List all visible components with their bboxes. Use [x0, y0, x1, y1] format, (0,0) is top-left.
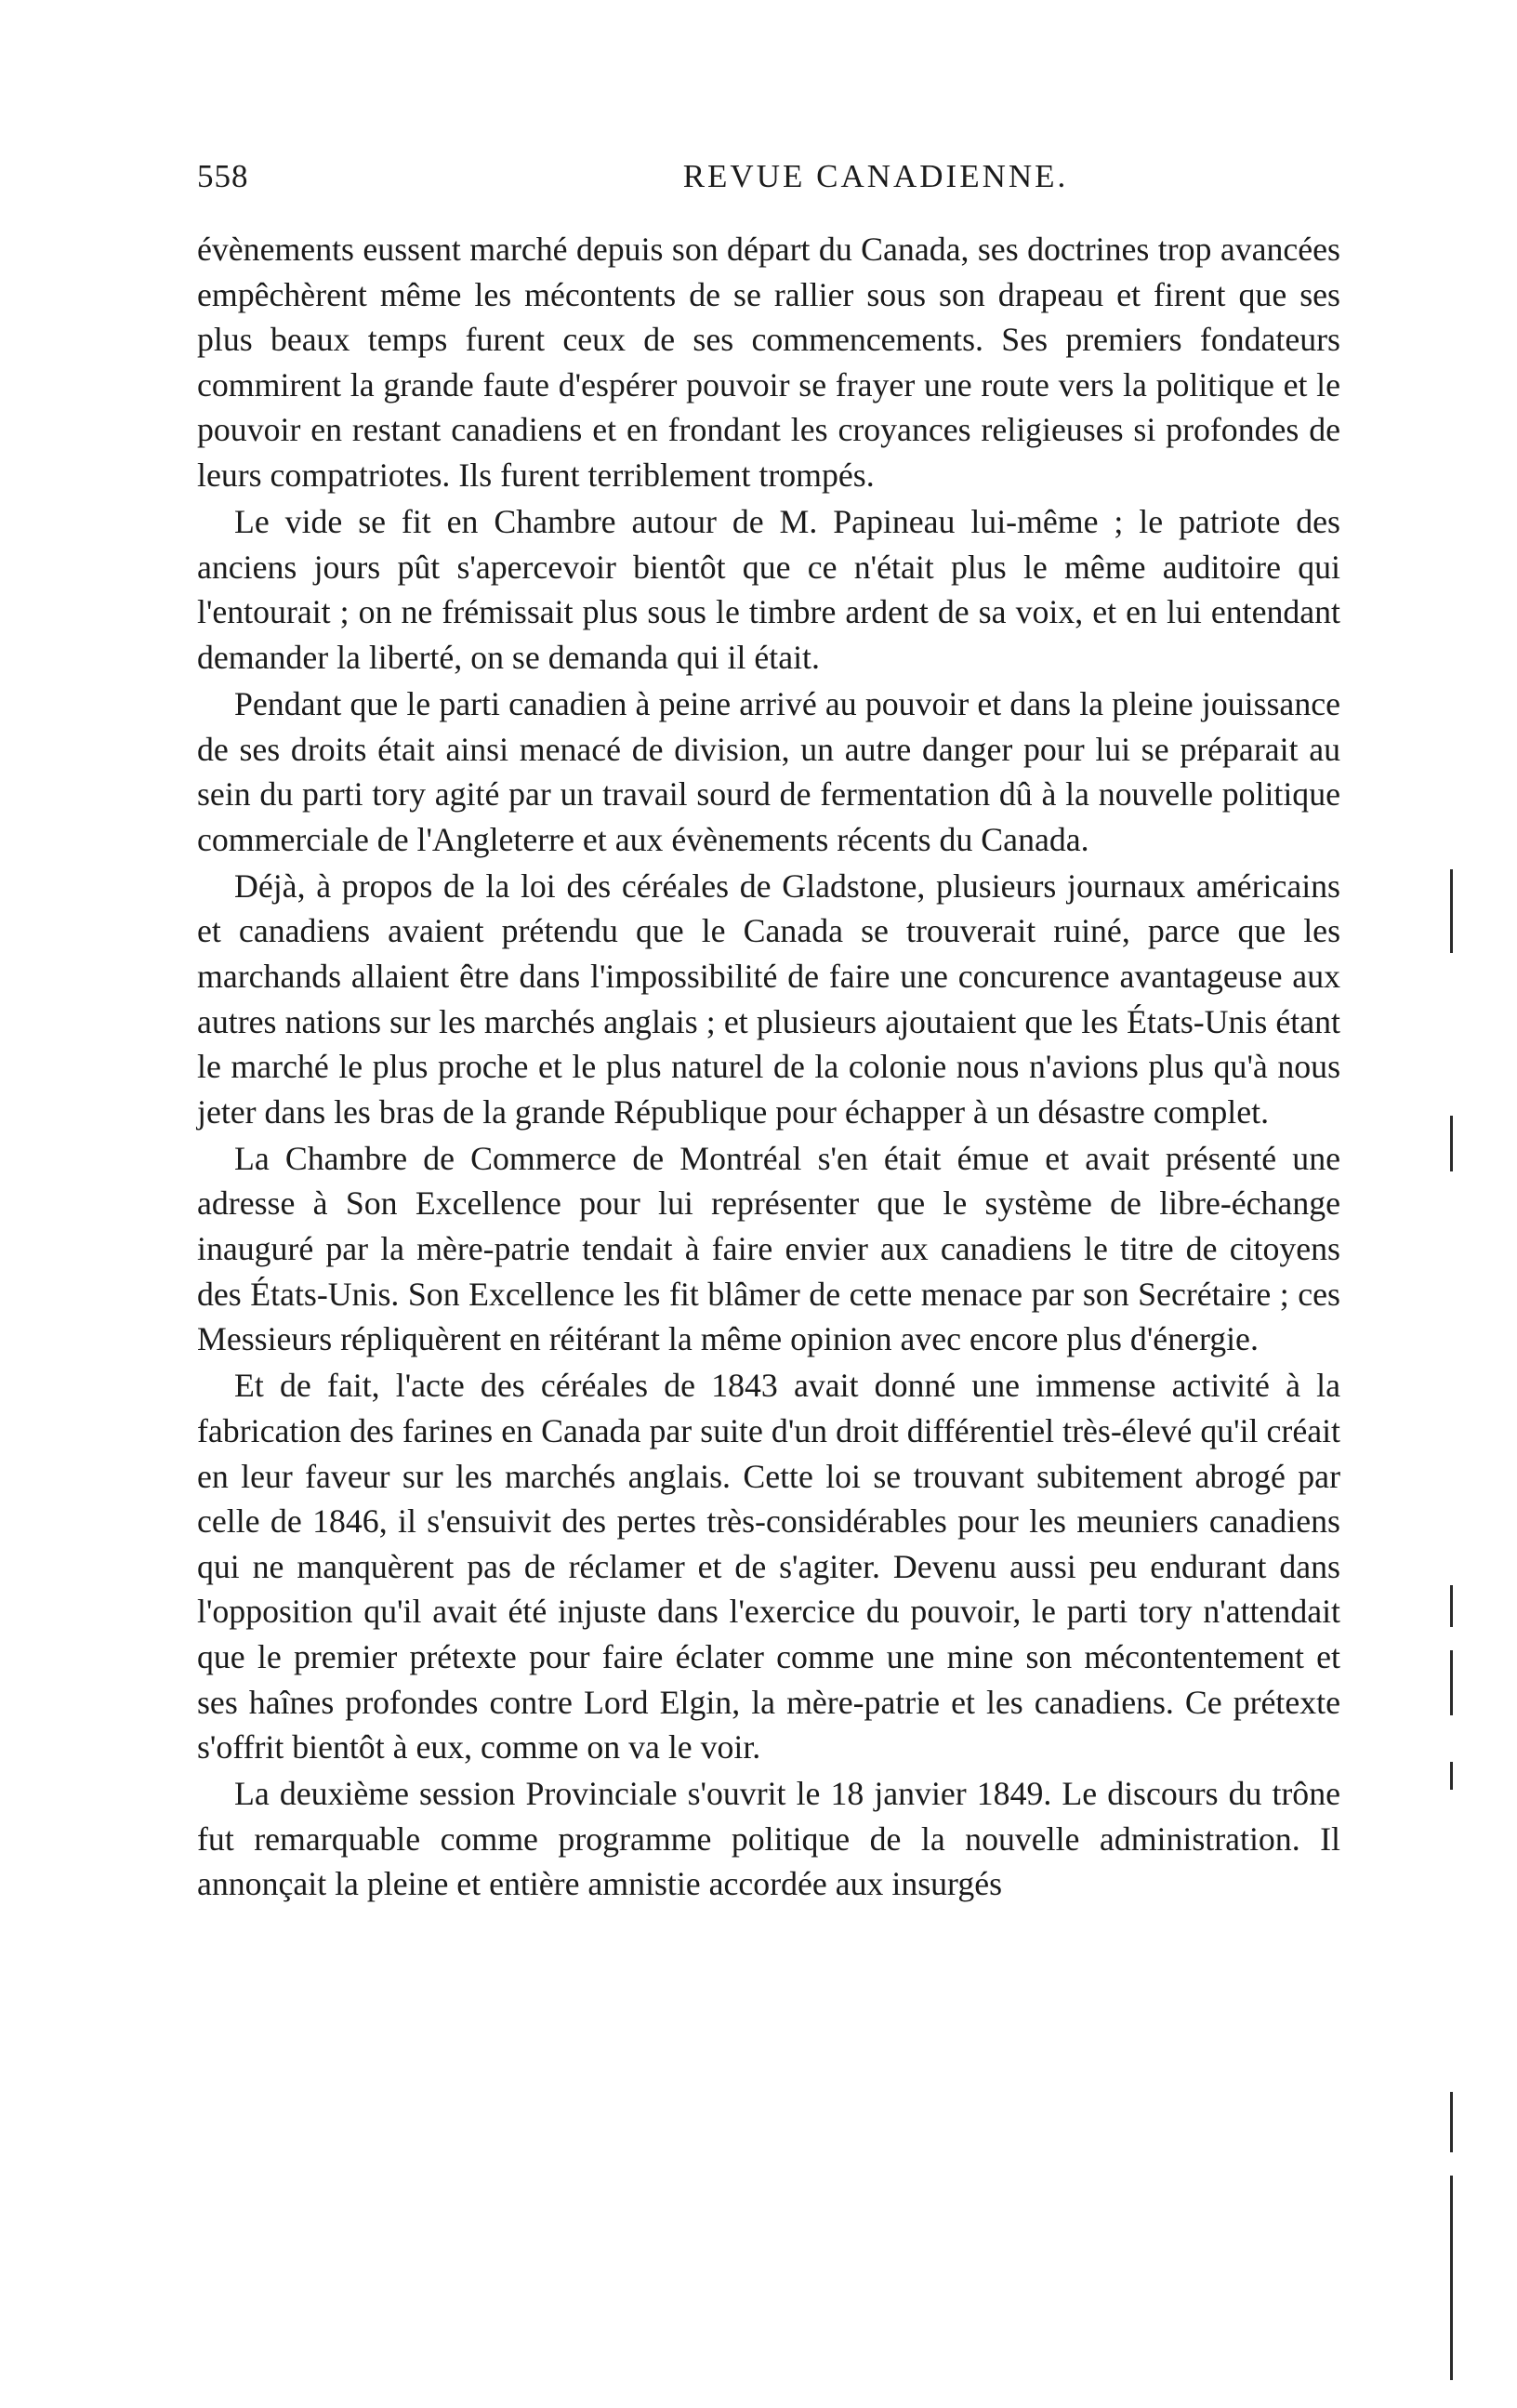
paragraph: La Chambre de Commerce de Montréal s'en était émue et avait présenté une adresse à Son Excellence pour lui représenter que le système de libre-échange inauguré par la mère-patrie tendait à faire envier aux canadiens le titre de citoyens des États-Unis. Son Excellence les fit blâmer de cette menace par son Secrétaire ; ces Messieurs répliquèrent en réitérant la même opinion avec encore plus d'énergie. [197, 1139, 1340, 1358]
page-number: 558 [197, 158, 249, 194]
paragraph: La deuxième session Provinciale s'ouvrit le 18 janvier 1849. Le discours du trône fut remarquable comme programme politique de la nouvelle administration. Il annonçait la pleine et entière amnistie accordée aux insurgés [197, 1775, 1340, 1903]
running-head: REVUE CANADIENNE. [682, 158, 1069, 194]
paragraph: évènements eussent marché depuis son départ du Canada, ses doctrines trop avancées empêchèrent même les mécontents de se rallier sous son drapeau et firent que ses plus beaux temps furent ceux de ses commencements. Ses premiers fondateurs commirent la grande faute d'espérer pouvoir se frayer une route vers la politique et le pouvoir en restant canadiens et en frondant les croyances religieuses si profondes de leurs compatriotes. Ils furent terriblement trompés. [197, 231, 1340, 494]
margin-rule [1450, 2092, 1453, 2152]
margin-rule [1450, 1585, 1453, 1627]
page-header [197, 158, 1340, 214]
body-text [197, 227, 1340, 1908]
margin-rule [1450, 1650, 1453, 1715]
margin-rule [1450, 2176, 1453, 2380]
paragraph: Le vide se fit en Chambre autour de M. Papineau lui-même ; le patriote des anciens jours pût s'apercevoir bientôt que ce n'était plus le même auditoire qui l'entourait ; on ne frémissait plus sous le timbre ardent de sa voix, et en lui entendant demander la liberté, on se demanda qui il était. [197, 503, 1340, 676]
margin-rule [1450, 1116, 1453, 1171]
paragraph: Pendant que le parti canadien à peine arrivé au pouvoir et dans la pleine jouissance de ses droits était ainsi menacé de division, un autre danger pour lui se préparait au sein du parti tory agité par un travail sourd de fermentation dû à la nouvelle politique commerciale de l'Angleterre et aux évènements récents du Canada. [197, 684, 1340, 858]
margin-rule [1450, 1762, 1453, 1790]
paragraph: Et de fait, l'acte des céréales de 1843 avait donné une immense activité à la fabrication des farines en Canada par suite d'un droit différentiel très-élevé qu'il créait en leur faveur sur les marchés anglais. Cette loi se trouvant subitement abrogé par celle de 1846, il s'ensuivit des pertes très-considérables pour les meuniers canadiens qui ne manquèrent pas de réclamer et de s'agiter. Devenu aussi peu endurant dans l'opposition qu'il avait été injuste dans l'exercice du pouvoir, le parti tory n'attendait que le premier prétexte pour faire éclater comme une mine son mécontentement et ses haînes profondes contre Lord Elgin, la mère-patrie et les canadiens. Ce prétexte s'offrit bientôt à eux, comme on va le voir. [197, 1367, 1340, 1766]
paragraph: Déjà, à propos de la loi des céréales de Gladstone, plusieurs journaux américains et canadiens avaient prétendu que le Canada se trouverait ruiné, parce que les marchands allaient être dans l'impossibilité de faire une concurence avantageuse aux autres nations sur les marchés anglais ; et plusieurs ajoutaient que les États-Unis étant le marché le plus proche et le plus naturel de la colonie nous n'avions plus qu'à nous jeter dans les bras de la grande République pour échapper à un désastre complet. [197, 867, 1340, 1131]
margin-rule [1450, 869, 1453, 953]
